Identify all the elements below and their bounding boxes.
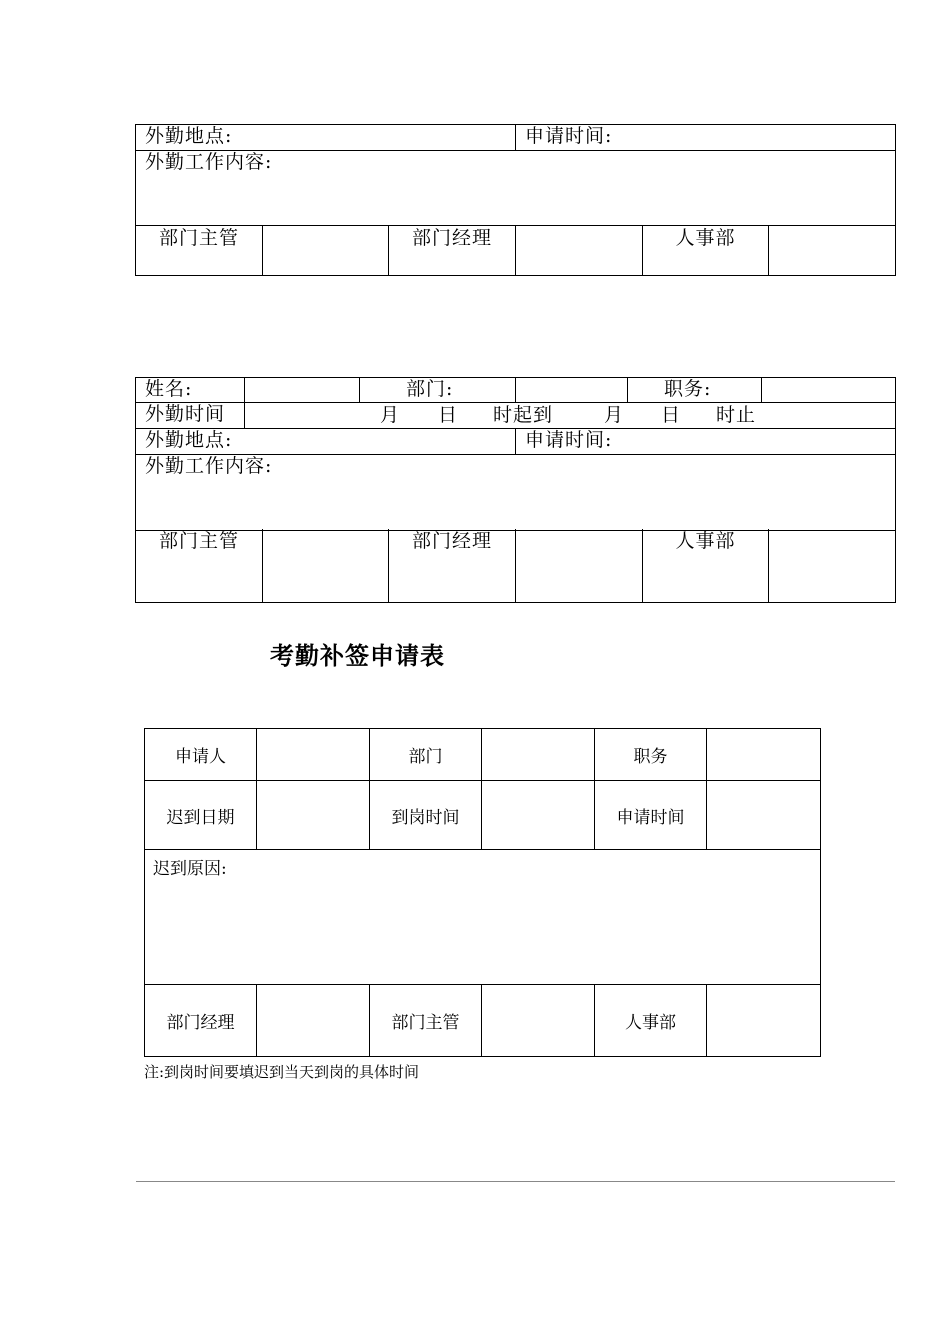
attendance-supplement-form	[144, 728, 821, 1057]
footer-divider	[136, 1181, 895, 1182]
applicant-label: 申请人	[145, 729, 257, 781]
apply-time-field[interactable]	[516, 125, 896, 151]
position-input-cell[interactable]	[762, 378, 896, 403]
day-start-label: 日	[438, 404, 459, 426]
hour-start-label: 时起到	[493, 404, 554, 426]
apply-time-field[interactable]	[516, 429, 896, 455]
apply-time-label: 申请时间:	[525, 429, 613, 451]
approval-signature-cell[interactable]	[482, 985, 595, 1057]
field-work-form-2-approvals	[135, 529, 896, 603]
late-reason-label: 迟到原因:	[153, 859, 227, 879]
location-field[interactable]	[136, 125, 516, 151]
apply-time-label: 申请时间	[595, 781, 707, 850]
work-content-label: 外勤工作内容:	[145, 151, 273, 173]
work-content-field[interactable]	[136, 455, 896, 531]
apply-time-input-cell[interactable]	[707, 781, 821, 850]
arrival-time-input-cell[interactable]	[482, 781, 595, 850]
position-input-cell[interactable]	[707, 729, 821, 781]
arrival-time-label: 到岗时间	[370, 781, 482, 850]
dept-label: 部门:	[360, 378, 516, 403]
field-time-cell[interactable]	[245, 403, 896, 429]
location-label: 外勤地点:	[145, 125, 233, 147]
approval-signature-cell[interactable]	[516, 226, 643, 276]
position-label: 职务:	[628, 378, 762, 403]
apply-time-label: 申请时间:	[525, 125, 613, 147]
hour-end-label: 时止	[716, 404, 757, 426]
approval-label: 人事部	[595, 985, 707, 1057]
approval-label: 人事部	[643, 529, 769, 602]
approval-signature-cell[interactable]	[263, 226, 389, 276]
approval-label: 部门主管	[370, 985, 482, 1057]
dept-input-cell[interactable]	[482, 729, 595, 781]
approval-label: 部门经理	[389, 529, 516, 602]
name-input-cell[interactable]	[245, 378, 360, 403]
location-label: 外勤地点:	[145, 429, 233, 451]
field-work-form-1	[135, 124, 896, 276]
late-reason-field[interactable]	[145, 850, 821, 985]
day-end-label: 日	[661, 404, 682, 426]
name-label: 姓名:	[136, 378, 245, 403]
approval-label: 部门经理	[389, 226, 516, 276]
field-work-form-2	[135, 377, 896, 531]
field-time-label: 外勤时间	[136, 403, 245, 429]
month-end-label: 月	[604, 404, 625, 426]
approval-label: 人事部	[643, 226, 769, 276]
approval-signature-cell[interactable]	[769, 226, 896, 276]
applicant-input-cell[interactable]	[257, 729, 370, 781]
approval-signature-cell[interactable]	[769, 529, 896, 602]
location-field[interactable]	[136, 429, 516, 455]
work-content-field[interactable]	[136, 151, 896, 226]
position-label: 职务	[595, 729, 707, 781]
dept-input-cell[interactable]	[516, 378, 628, 403]
month-start-label: 月	[380, 404, 401, 426]
approval-label: 部门主管	[136, 529, 263, 602]
work-content-label: 外勤工作内容:	[145, 455, 273, 477]
approval-label: 部门经理	[145, 985, 257, 1057]
dept-label: 部门	[370, 729, 482, 781]
late-date-input-cell[interactable]	[257, 781, 370, 850]
late-date-label: 迟到日期	[145, 781, 257, 850]
approval-signature-cell[interactable]	[257, 985, 370, 1057]
form-note: 注:到岗时间要填迟到当天到岗的具体时间	[144, 1063, 420, 1081]
approval-label: 部门主管	[136, 226, 263, 276]
attendance-form-title: 考勤补签申请表	[270, 642, 445, 670]
approval-signature-cell[interactable]	[516, 529, 643, 602]
approval-signature-cell[interactable]	[707, 985, 821, 1057]
approval-signature-cell[interactable]	[263, 529, 389, 602]
